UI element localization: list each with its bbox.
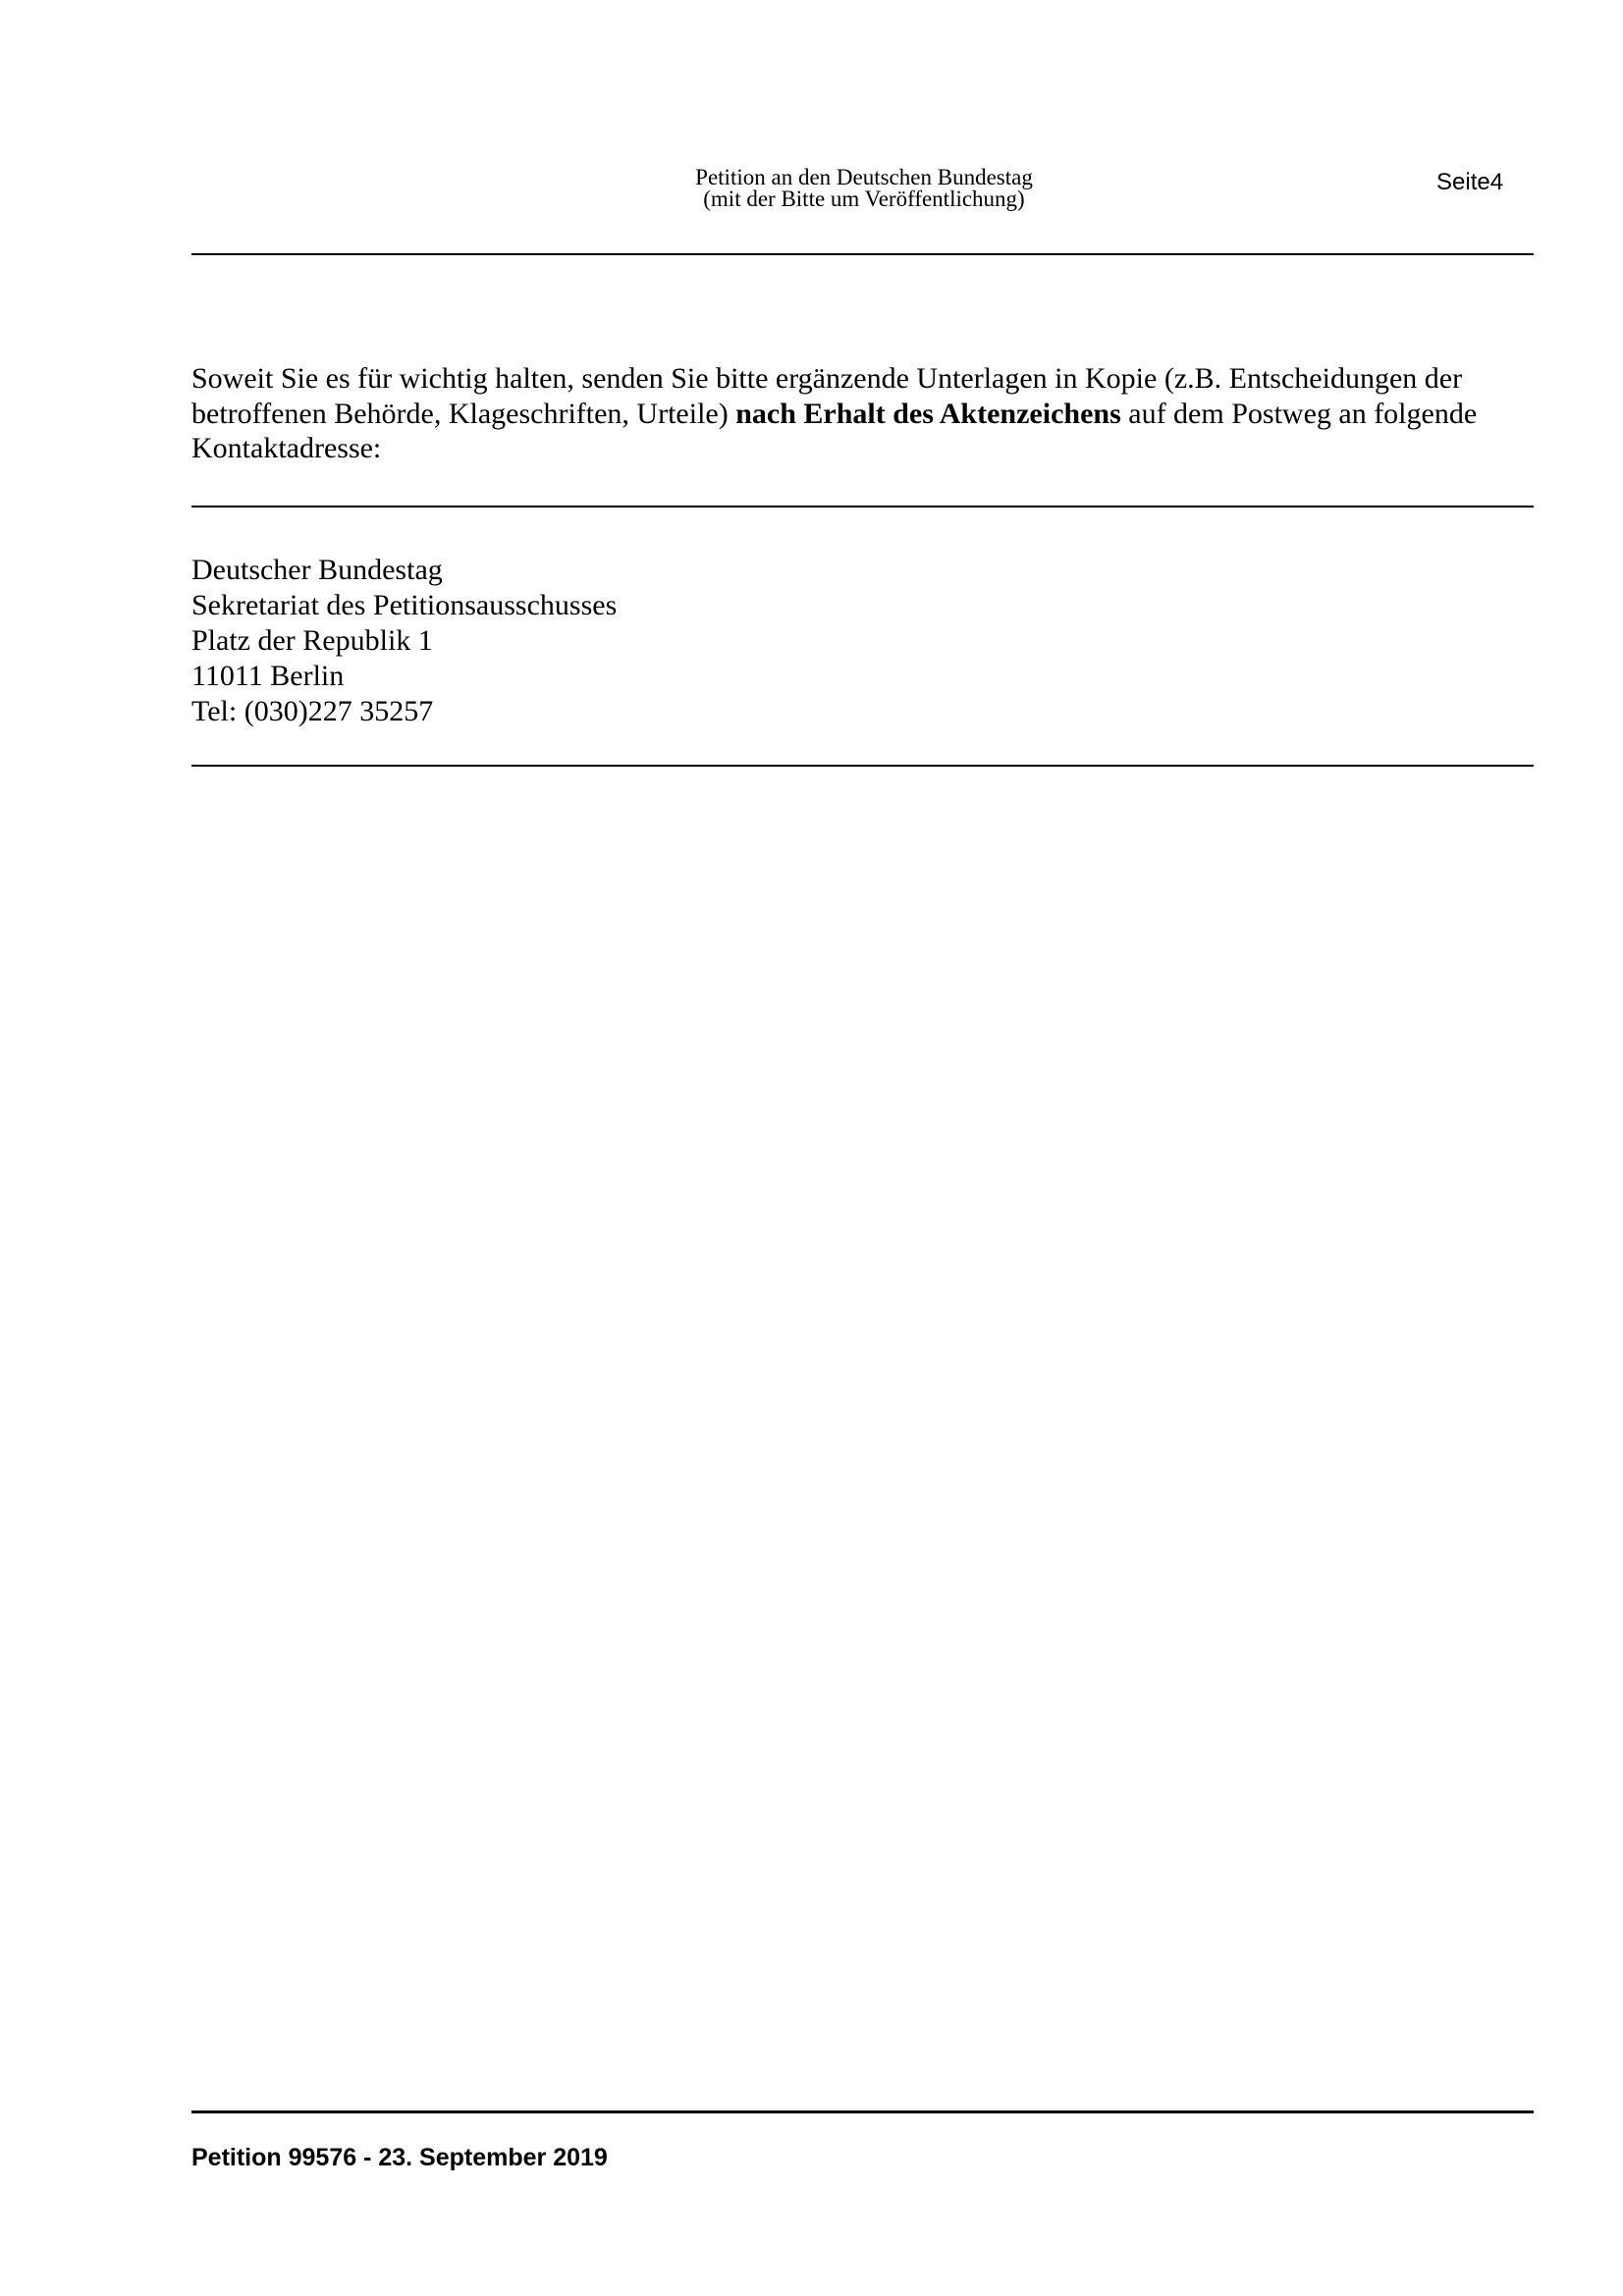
header-divider	[191, 253, 1534, 255]
instruction-emphasis: nach Erhalt des Aktenzeichens	[735, 397, 1121, 430]
page-number: Seite4	[1436, 169, 1504, 195]
instruction-paragraph	[191, 361, 1537, 466]
address-line-street: Platz der Republik 1	[191, 624, 433, 657]
address-line-phone: Tel: (030)227 35257	[191, 695, 434, 727]
address-top-divider	[191, 506, 1534, 507]
instruction-text-part-1: Soweit Sie es für wichtig halten, senden Sie bitte ergänzende Unterlagen in Kopie (z.B. Entscheidungen der betroffenen Behörde, Klageschriften, Urteile)	[191, 362, 1463, 430]
contact-address	[191, 553, 1075, 729]
address-line-city: 11011 Berlin	[191, 660, 345, 692]
address-bottom-divider	[191, 765, 1534, 767]
header-title	[584, 167, 1144, 210]
instruction-text-part-2: auf dem Postweg an folgende Kontaktadresse:	[191, 397, 1478, 464]
footer-petition-reference: Petition 99576 - 23. September 2019	[191, 2144, 608, 2171]
address-line-organization: Deutscher Bundestag	[191, 554, 443, 586]
header-title-line-1: Petition an den Deutschen Bundestag	[695, 165, 1033, 189]
header-title-line-2: (mit der Bitte um Veröffentlichung)	[703, 187, 1025, 211]
footer-divider	[191, 2110, 1534, 2113]
address-line-department: Sekretariat des Petitionsausschusses	[191, 589, 618, 621]
